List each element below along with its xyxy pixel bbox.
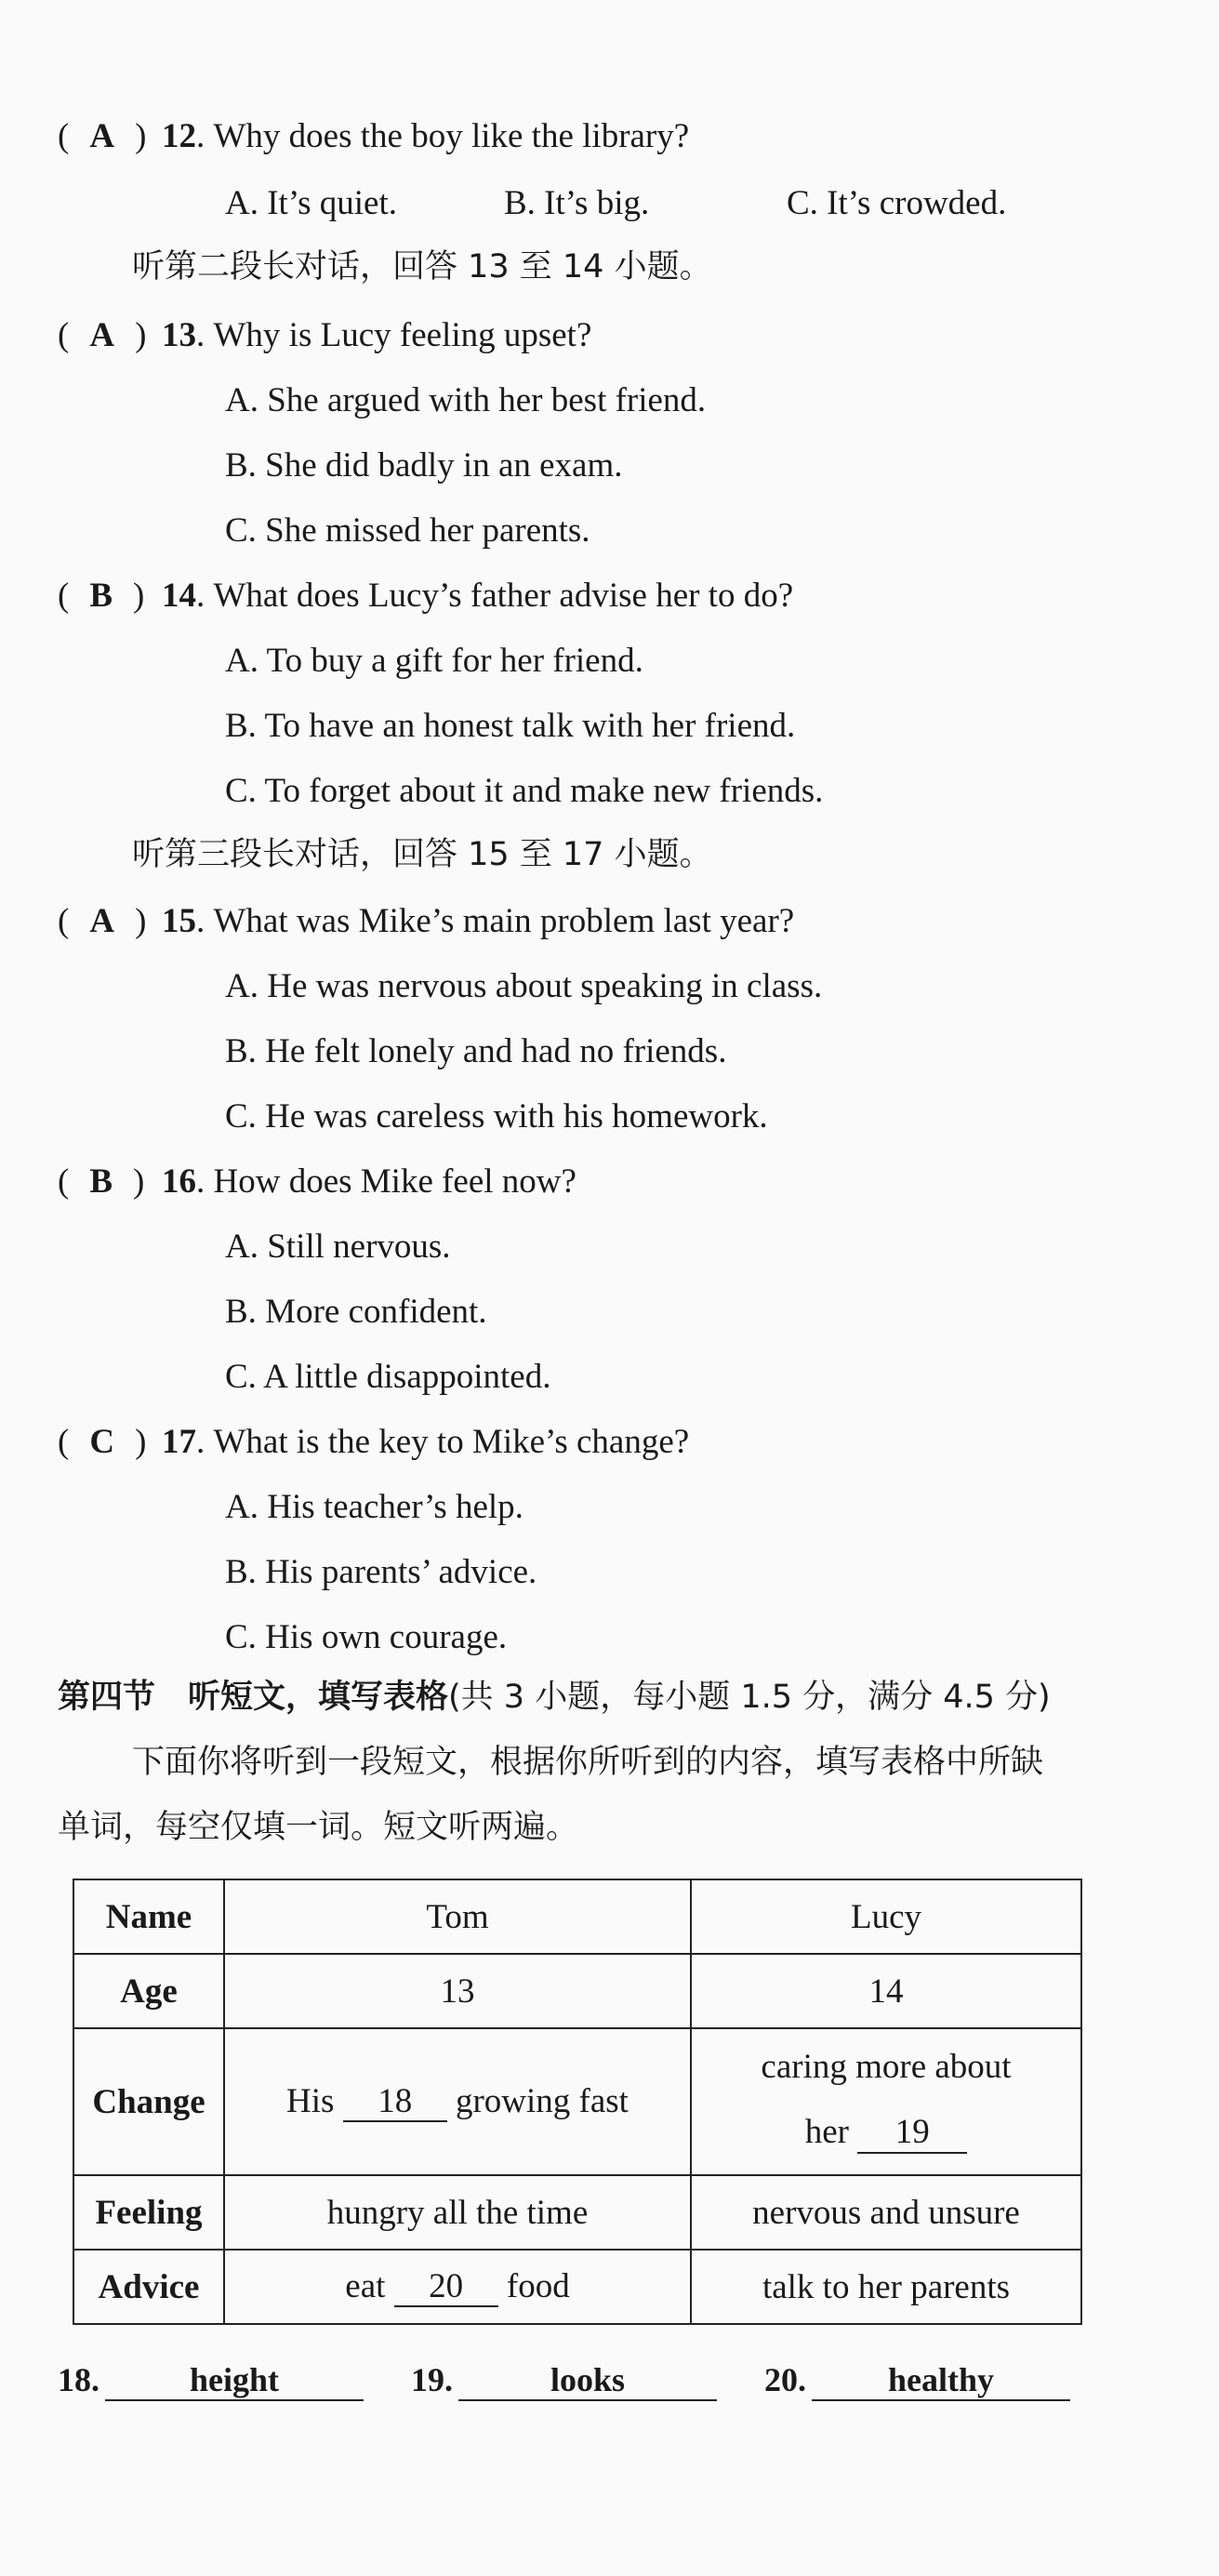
- lucy-advice: talk to her parents: [691, 2250, 1081, 2324]
- option-a: A. To buy a gift for her friend.: [225, 642, 643, 680]
- instruction-dialog2: 听第二段长对话，回答 13 至 14 小题。: [132, 248, 712, 285]
- question-text: How does Mike feel now?: [213, 1162, 576, 1201]
- table-row: [73, 2175, 1081, 2250]
- blank-18: 18: [343, 2083, 447, 2123]
- option-a: A. He was nervous about speaking in class.: [225, 967, 823, 1005]
- option-c: C. He was careless with his homework.: [225, 1097, 768, 1135]
- answer-value: height: [105, 2360, 364, 2401]
- blank-20: 20: [394, 2268, 498, 2308]
- lucy-age: 14: [691, 1954, 1081, 2028]
- table-row: [73, 2028, 1081, 2175]
- tom-advice: eat 20 food: [224, 2250, 691, 2324]
- header-feeling: Feeling: [73, 2175, 224, 2250]
- header-advice: Advice: [73, 2250, 224, 2324]
- question-16: ( B ) 16. How does Mike feel now?: [58, 1162, 576, 1201]
- answer-18: 18. height: [58, 2360, 364, 2401]
- option-a: A. It’s quiet.: [225, 184, 397, 222]
- question-text: Why is Lucy feeling upset?: [213, 316, 592, 354]
- table-row: [73, 2250, 1081, 2324]
- option-c: C. His own courage.: [225, 1618, 508, 1656]
- option-c: C. It’s crowded.: [787, 184, 1007, 222]
- option-a: A. His teacher’s help.: [225, 1488, 523, 1526]
- option-c: C. A little disappointed.: [225, 1358, 551, 1396]
- lucy-change: caring more about her 19: [691, 2028, 1081, 2175]
- option-b: B. It’s big.: [504, 184, 650, 222]
- lucy-feeling: nervous and unsure: [691, 2175, 1081, 2250]
- answer-paren: ( A ): [58, 117, 147, 155]
- option-b: B. She did badly in an exam.: [225, 446, 623, 485]
- option-c: C. She missed her parents.: [225, 511, 590, 550]
- question-text: What was Mike’s main problem last year?: [213, 902, 795, 940]
- fill-table: [73, 1879, 1082, 2325]
- table-row: [73, 1954, 1081, 2028]
- table-row: [73, 1879, 1081, 1954]
- question-15: ( A ) 15. What was Mike’s main problem last year?: [58, 902, 795, 940]
- answer-value: healthy: [812, 2360, 1070, 2401]
- question-text: What does Lucy’s father advise her to do?: [213, 577, 794, 615]
- section-desc-line2: 单词，每空仅填一词。短文听两遍。: [58, 1809, 579, 1846]
- tom-age: 13: [224, 1954, 691, 2028]
- lucy-name: Lucy: [691, 1879, 1081, 1954]
- options-12: [225, 186, 1006, 220]
- tom-change: His 18 growing fast: [224, 2028, 691, 2175]
- section-desc-line1: 下面你将听到一段短文，根据你所听到的内容，填写表格中所缺: [132, 1744, 1044, 1781]
- tom-name: Tom: [224, 1879, 691, 1954]
- question-number: 12: [162, 117, 196, 155]
- option-a: A. She argued with her best friend.: [225, 381, 707, 419]
- answer-20: 20. healthy: [764, 2360, 1070, 2401]
- tom-feeling: hungry all the time: [224, 2175, 691, 2250]
- question-14: ( B ) 14. What does Lucy’s father advise her to do?: [58, 577, 794, 615]
- header-change: Change: [73, 2028, 224, 2175]
- answer-19: 19. looks: [411, 2360, 717, 2401]
- question-12: ( A ) 12. Why does the boy like the library?: [58, 117, 690, 155]
- instruction-dialog3: 听第三段长对话，回答 15 至 17 小题。: [132, 836, 712, 873]
- answer-value: looks: [458, 2360, 717, 2401]
- option-b: B. His parents’ advice.: [225, 1553, 537, 1591]
- question-17: ( C ) 17. What is the key to Mike’s change?: [58, 1423, 690, 1461]
- option-b: B. He felt lonely and had no friends.: [225, 1032, 727, 1070]
- header-name: Name: [73, 1879, 224, 1954]
- header-age: Age: [73, 1954, 224, 2028]
- question-text: What is the key to Mike’s change?: [213, 1423, 690, 1461]
- option-b: B. To have an honest talk with her friend.: [225, 707, 796, 745]
- option-c: C. To forget about it and make new friends.: [225, 772, 824, 810]
- option-b: B. More confident.: [225, 1293, 487, 1331]
- option-a: A. Still nervous.: [225, 1228, 451, 1266]
- section-title: 第四节 听短文，填写表格(共 3 小题，每小题 1.5 分，满分 4.5 分): [58, 1679, 1051, 1716]
- blank-19: 19: [857, 2114, 967, 2154]
- question-text: Why does the boy like the library?: [213, 117, 690, 155]
- question-13: ( A ) 13. Why is Lucy feeling upset?: [58, 316, 592, 354]
